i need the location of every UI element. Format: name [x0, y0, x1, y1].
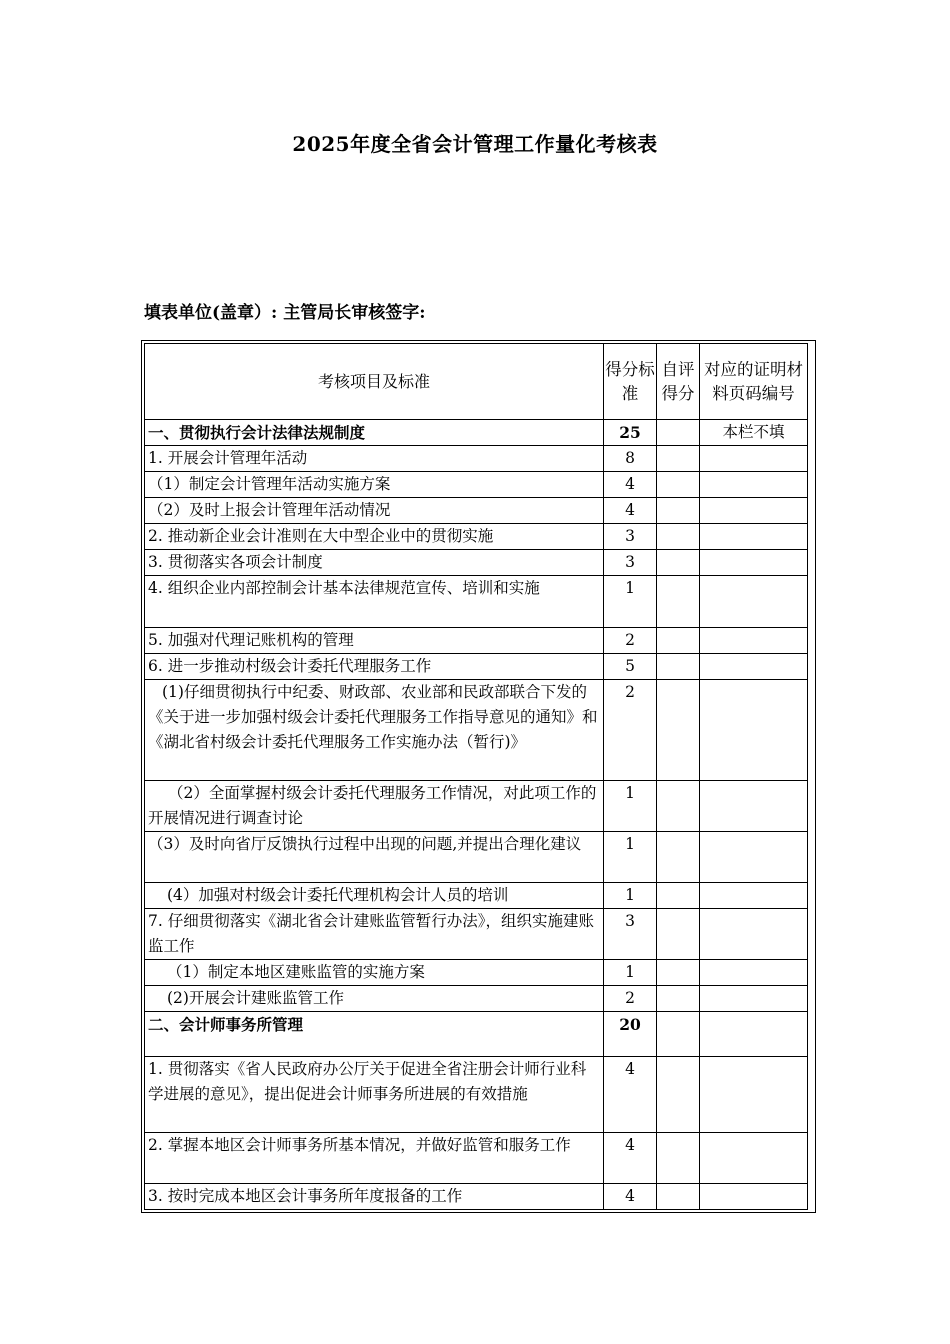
self-score-cell: [657, 1184, 700, 1210]
score-cell: 20: [604, 1012, 657, 1057]
self-score-cell: [657, 781, 700, 832]
proof-cell: [700, 576, 808, 628]
table-row: [145, 883, 808, 909]
proof-cell: [700, 524, 808, 550]
self-score-cell: [657, 420, 700, 446]
self-score-cell: [657, 524, 700, 550]
table-row: [145, 832, 808, 883]
table-row: [145, 960, 808, 986]
self-score-cell: [657, 1012, 700, 1057]
self-score-cell: [657, 628, 700, 654]
self-score-cell: [657, 960, 700, 986]
item-cell: 2. 推动新企业会计准则在大中型企业中的贯彻实施: [145, 524, 604, 550]
item-cell: (2)开展会计建账监管工作: [145, 986, 604, 1012]
table-row: [145, 446, 808, 472]
table-row: [145, 576, 808, 628]
item-cell: （3）及时向省厅反馈执行过程中出现的问题,并提出合理化建议: [145, 832, 604, 883]
score-cell: 5: [604, 654, 657, 680]
proof-cell: [700, 550, 808, 576]
proof-cell: [700, 498, 808, 524]
proof-cell: [700, 832, 808, 883]
table-row: [145, 1057, 808, 1133]
score-cell: 2: [604, 680, 657, 781]
self-score-cell: [657, 1133, 700, 1184]
item-cell: 1. 贯彻落实《省人民政府办公厅关于促进全省注册会计师行业科学进展的意见》，提出促进会计师事务所进展的有效措施: [145, 1057, 604, 1133]
table-row: [145, 472, 808, 498]
proof-cell: [700, 986, 808, 1012]
table-row: [145, 498, 808, 524]
proof-cell: [700, 781, 808, 832]
item-cell: （1）制定会计管理年活动实施方案: [145, 472, 604, 498]
score-cell: 4: [604, 498, 657, 524]
item-cell: 1. 开展会计管理年活动: [145, 446, 604, 472]
assessment-table: [144, 343, 808, 1210]
proof-cell: [700, 883, 808, 909]
score-cell: 4: [604, 1133, 657, 1184]
proof-cell: [700, 1133, 808, 1184]
score-cell: 8: [604, 446, 657, 472]
self-score-cell: [657, 472, 700, 498]
form-fill-line: 填表单位(盖章）: 主管局长审核签字:: [144, 303, 426, 323]
header-proof: 对应的证明材料页码编号: [700, 344, 808, 420]
item-cell: 4. 组织企业内部控制会计基本法律规范宣传、培训和实施: [145, 576, 604, 628]
item-cell: 6. 进一步推动村级会计委托代理服务工作: [145, 654, 604, 680]
score-cell: 2: [604, 986, 657, 1012]
self-score-cell: [657, 1057, 700, 1133]
score-cell: 3: [604, 550, 657, 576]
item-cell: 2. 掌握本地区会计师事务所基本情况，并做好监管和服务工作: [145, 1133, 604, 1184]
item-cell: （1）制定本地区建账监管的实施方案: [145, 960, 604, 986]
self-score-cell: [657, 680, 700, 781]
score-cell: 4: [604, 1057, 657, 1133]
table-row: [145, 1133, 808, 1184]
item-cell: 3. 贯彻落实各项会计制度: [145, 550, 604, 576]
table-row: [145, 1184, 808, 1210]
table-row: [145, 654, 808, 680]
score-cell: 1: [604, 832, 657, 883]
item-cell: （2）及时上报会计管理年活动情况: [145, 498, 604, 524]
page-title: 2025年度全省会计管理工作量化考核表: [292, 132, 658, 156]
score-cell: 1: [604, 960, 657, 986]
score-cell: 2: [604, 628, 657, 654]
table-row: [145, 781, 808, 832]
self-score-cell: [657, 498, 700, 524]
proof-cell: [700, 1057, 808, 1133]
header-item: 考核项目及标准: [145, 344, 604, 420]
proof-cell: [700, 680, 808, 781]
table-row: [145, 680, 808, 781]
proof-cell: [700, 1012, 808, 1057]
item-cell: (1)仔细贯彻执行中纪委、财政部、农业部和民政部联合下发的《关于进一步加强村级会计委托代理服务工作指导意见的通知》和《湖北省村级会计委托代理服务工作实施办法（暂行)》: [145, 680, 604, 781]
self-score-cell: [657, 446, 700, 472]
self-score-cell: [657, 832, 700, 883]
proof-cell: [700, 654, 808, 680]
item-cell: 3. 按时完成本地区会计事务所年度报备的工作: [145, 1184, 604, 1210]
table-row: [145, 1012, 808, 1057]
table-row: [145, 986, 808, 1012]
item-cell: 7. 仔细贯彻落实《湖北省会计建账监管暂行办法》，组织实施建账监工作: [145, 909, 604, 960]
self-score-cell: [657, 576, 700, 628]
score-cell: 4: [604, 1184, 657, 1210]
proof-cell: [700, 446, 808, 472]
score-cell: 4: [604, 472, 657, 498]
table-row: [145, 420, 808, 446]
proof-cell: [700, 909, 808, 960]
proof-cell: [700, 628, 808, 654]
table-row: [145, 550, 808, 576]
table-row: [145, 628, 808, 654]
table-row: [145, 909, 808, 960]
item-cell: (4）加强对村级会计委托代理机构会计人员的培训: [145, 883, 604, 909]
score-cell: 1: [604, 883, 657, 909]
self-score-cell: [657, 909, 700, 960]
self-score-cell: [657, 883, 700, 909]
proof-cell: [700, 960, 808, 986]
self-score-cell: [657, 986, 700, 1012]
proof-cell: [700, 472, 808, 498]
header-self-score: 自评得分: [657, 344, 700, 420]
item-cell: （2）全面掌握村级会计委托代理服务工作情况，对此项工作的开展情况进行调查讨论: [145, 781, 604, 832]
score-cell: 1: [604, 781, 657, 832]
header-score: 得分标准: [604, 344, 657, 420]
proof-cell: [700, 1184, 808, 1210]
table-row: [145, 524, 808, 550]
score-cell: 1: [604, 576, 657, 628]
score-cell: 25: [604, 420, 657, 446]
item-cell: 二、会计师事务所管理: [145, 1012, 604, 1057]
score-cell: 3: [604, 909, 657, 960]
item-cell: 5. 加强对代理记账机构的管理: [145, 628, 604, 654]
proof-cell: 本栏不填: [700, 420, 808, 446]
self-score-cell: [657, 654, 700, 680]
self-score-cell: [657, 550, 700, 576]
score-cell: 3: [604, 524, 657, 550]
item-cell: 一、贯彻执行会计法律法规制度: [145, 420, 604, 446]
assessment-table-frame: [141, 340, 816, 1213]
